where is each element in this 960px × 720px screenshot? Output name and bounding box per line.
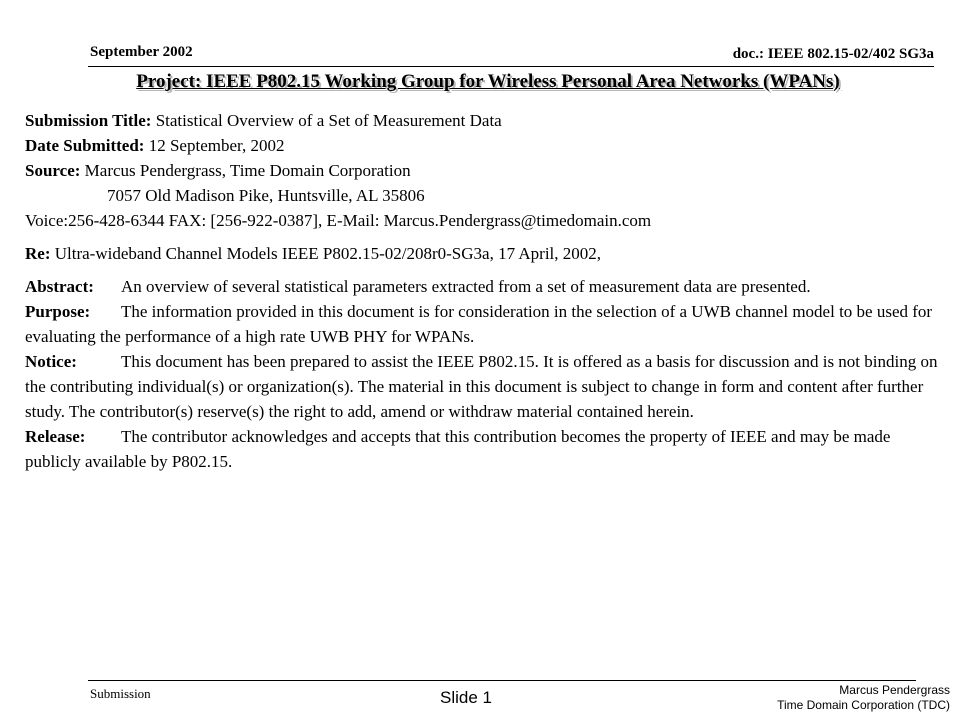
footer-author: Marcus Pendergrass <box>839 683 950 697</box>
notice-label: Notice: <box>25 352 77 371</box>
source-label: Source: <box>25 161 81 180</box>
release-text: The contributor acknowledges and accepts that this contribution becomes the property of IEEE and may be made publicly available by P802.15. <box>25 427 891 471</box>
submission-title-label: Submission Title: <box>25 111 152 130</box>
submission-title-line <box>25 108 945 133</box>
re-label: Re: <box>25 244 51 263</box>
date-submitted-line <box>25 133 945 158</box>
re-line <box>25 241 945 266</box>
release-label: Release: <box>25 427 86 446</box>
purpose-paragraph <box>25 299 945 349</box>
footer-organization: Time Domain Corporation (TDC) <box>777 698 950 712</box>
source-contact: Voice:256-428-6344 FAX: [256-922-0387], E-Mail: Marcus.Pendergrass@timedomain.com <box>25 211 652 230</box>
footer-divider <box>88 680 916 681</box>
header-date: September 2002 <box>90 44 193 60</box>
purpose-label: Purpose: <box>25 302 91 321</box>
date-submitted-value: 12 September, 2002 <box>144 136 285 155</box>
slide-number: Slide 1 <box>440 688 492 707</box>
abstract-label: Abstract: <box>25 277 94 296</box>
header-doc-number: doc.: IEEE 802.15-02/402 SG3a <box>732 46 934 62</box>
abstract-paragraph <box>25 274 945 299</box>
re-value: Ultra-wideband Channel Models IEEE P802.15-02/208r0-SG3a, 17 April, 2002, <box>50 244 602 263</box>
slide-body <box>25 108 945 474</box>
header-divider <box>88 66 934 67</box>
purpose-text: The information provided in this document is for consideration in the selection of a UWB channel model to be used for evaluating the performance of a high rate UWB PHY for WPANs. <box>25 302 933 346</box>
notice-paragraph <box>25 349 945 424</box>
submission-title-value: Statistical Overview of a Set of Measurement Data <box>151 111 502 130</box>
footer-author-block <box>777 683 950 713</box>
footer-submission: Submission <box>90 686 151 701</box>
source-name: Marcus Pendergrass, Time Domain Corporation <box>80 161 411 180</box>
source-line <box>25 158 945 183</box>
date-submitted-label: Date Submitted: <box>25 136 145 155</box>
release-paragraph <box>25 424 945 474</box>
notice-text: This document has been prepared to assist the IEEE P802.15. It is offered as a basis for discussion and is not binding on the contributing individual(s) or organization(s). The material in this document is subject to change in form and content after further study. The contributor(s) reserve(s) the right to add, amend or withdraw material contained herein. <box>25 352 938 421</box>
abstract-text: An overview of several statistical parameters extracted from a set of measurement data are presented. <box>121 277 811 296</box>
project-title: Project: IEEE P802.15 Working Group for Wireless Personal Area Networks (WPANs) <box>136 71 840 92</box>
source-address: 7057 Old Madison Pike, Huntsville, AL 35806 <box>107 186 425 205</box>
